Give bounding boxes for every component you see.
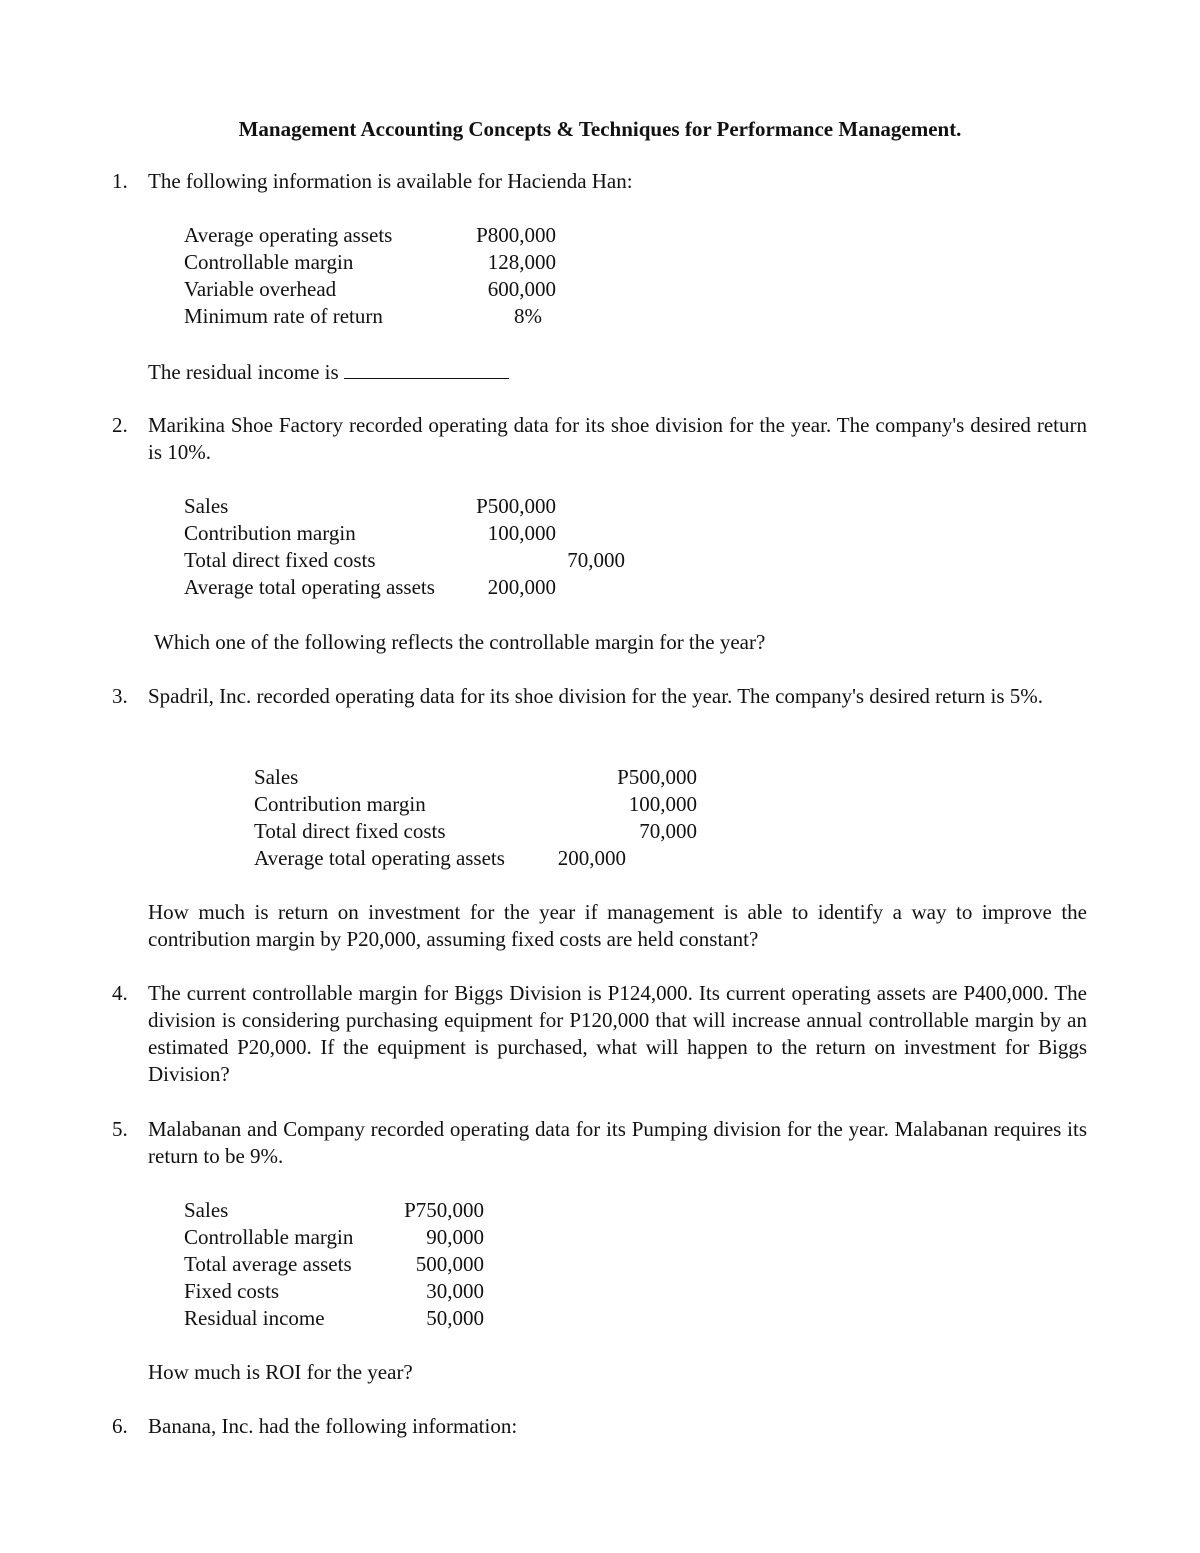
question-intro: Spadril, Inc. recorded operating data for its shoe division for the year. The company's desired return is 5%.: [148, 684, 1044, 708]
question-5: [112, 1116, 1087, 1386]
answer-blank: [344, 358, 509, 379]
row-value: 128,000: [487, 250, 556, 274]
row-value: 90,000: [426, 1225, 484, 1249]
question-text: The current controllable margin for Biggs Division is P124,000. Its current operating assets are P400,000. The division is considering purchasing equipment for P120,000 that will increase annual controllable margin by an estimated P20,000. If the equipment is purchased, what will happen to the return on investment for Biggs Division?: [148, 981, 1087, 1086]
row-value: 70,000: [639, 819, 697, 843]
question-prompt: [148, 358, 1087, 386]
question-prompt: Which one of the following reflects the controllable margin for the year?: [154, 630, 766, 654]
row-label: Residual income: [184, 1306, 325, 1330]
question-prompt: How much is ROI for the year?: [148, 1360, 413, 1384]
row-label: Total direct fixed costs: [254, 819, 446, 843]
row-value: 100,000: [487, 521, 556, 545]
question-intro: Malabanan and Company recorded operating data for its Pumping division for the year. Malabanan requires its return to be 9%.: [148, 1117, 1087, 1168]
row-label: Total average assets: [184, 1252, 352, 1276]
row-value: 30,000: [426, 1279, 484, 1303]
row-label: Total direct fixed costs: [184, 548, 376, 572]
row-value: P500,000: [476, 494, 556, 518]
question-number: 1.: [112, 169, 128, 193]
row-value: 50,000: [426, 1306, 484, 1330]
row-value: 200,000: [557, 846, 626, 870]
row-value: 200,000: [487, 575, 556, 599]
row-label: Sales: [254, 765, 299, 789]
question-text: The residual income is: [148, 360, 339, 384]
row-label: Fixed costs: [184, 1279, 280, 1303]
row-value: P500,000: [617, 765, 697, 789]
row-label: Contribution margin: [254, 792, 426, 816]
row-value: 70,000: [567, 548, 625, 572]
question-1: [112, 168, 1087, 398]
row-label: Controllable margin: [184, 250, 354, 274]
row-label: Average operating assets: [184, 223, 393, 247]
question-number: 6.: [112, 1414, 128, 1438]
row-value: 8%: [514, 304, 542, 328]
question-4: [112, 980, 1087, 1090]
question-number: 4.: [112, 981, 128, 1005]
row-label: Minimum rate of return: [184, 304, 383, 328]
document-title: Management Accounting Concepts & Techniques for Performance Management.: [238, 117, 962, 141]
question-prompt: How much is return on investment for the year if management is able to identify a way to improve the contribution margin by P20,000, assuming fixed costs are held constant?: [148, 900, 1087, 951]
question-2: [112, 412, 1087, 662]
question-intro: Banana, Inc. had the following information:: [148, 1414, 518, 1438]
row-label: Sales: [184, 494, 229, 518]
question-number: 5.: [112, 1117, 128, 1141]
question-number: 2.: [112, 413, 128, 437]
question-number: 3.: [112, 684, 128, 708]
row-label: Controllable margin: [184, 1225, 354, 1249]
row-value: 100,000: [628, 792, 697, 816]
question-3: [112, 683, 1087, 963]
row-label: Variable overhead: [184, 277, 337, 301]
question-6: [112, 1413, 1087, 1453]
row-label: Average total operating assets: [254, 846, 505, 870]
row-label: Sales: [184, 1198, 229, 1222]
row-value: 600,000: [487, 277, 556, 301]
row-value: P750,000: [404, 1198, 484, 1222]
row-value: P800,000: [476, 223, 556, 247]
row-label: Average total operating assets: [184, 575, 435, 599]
row-label: Contribution margin: [184, 521, 356, 545]
row-value: 500,000: [415, 1252, 484, 1276]
question-intro: Marikina Shoe Factory recorded operating data for its shoe division for the year. The company's desired return is 10%.: [148, 413, 1087, 464]
question-intro: The following information is available for Hacienda Han:: [148, 169, 633, 193]
